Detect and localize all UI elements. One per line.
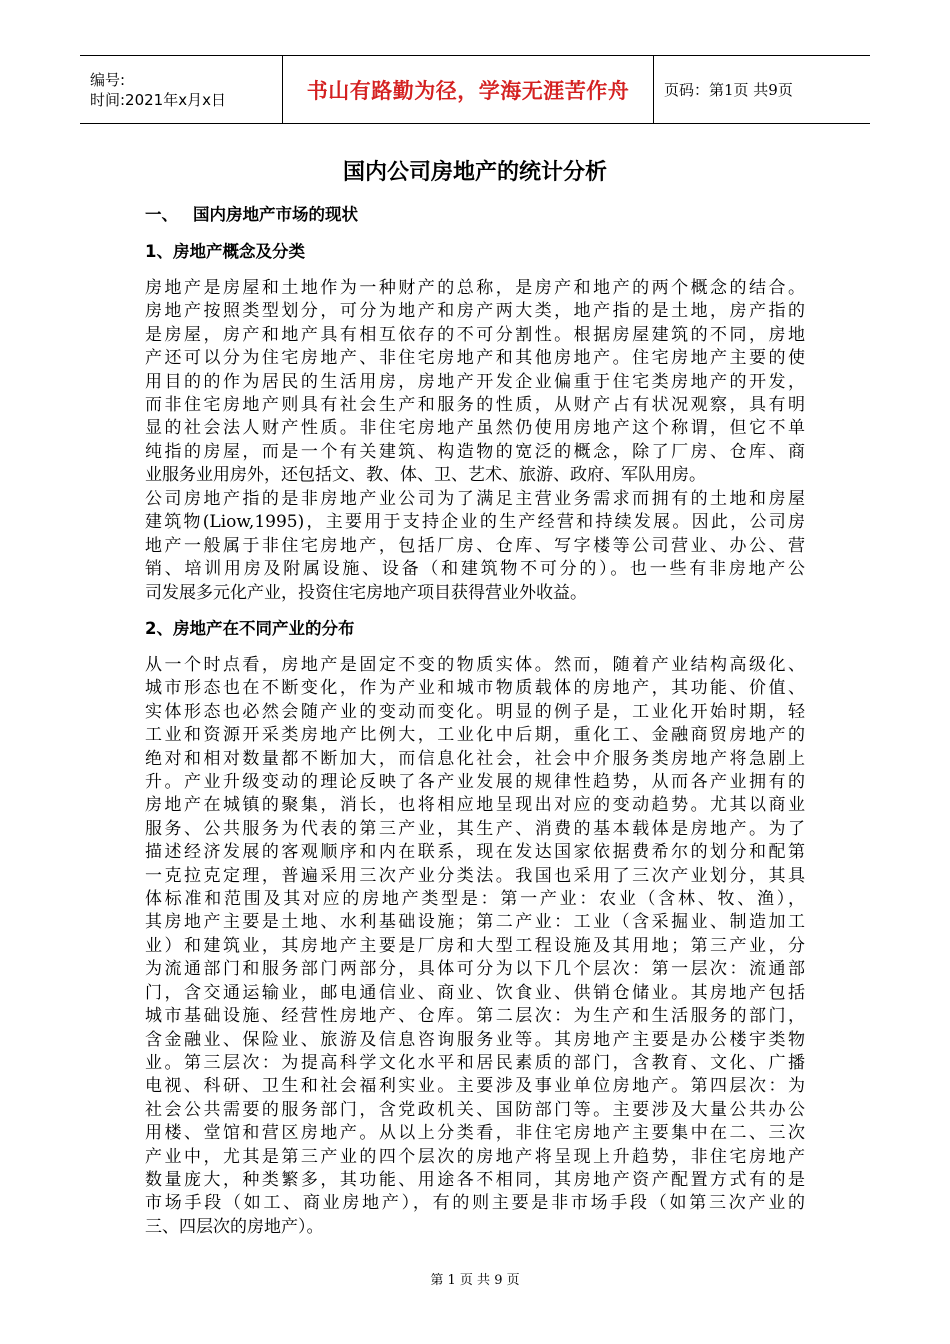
section-heading-1	[145, 203, 358, 227]
time-label: 时间:2021年x月x日	[90, 90, 226, 109]
paragraph-3	[145, 654, 805, 1239]
subsection-heading-2: 2、房地产在不同产业的分布	[145, 619, 355, 638]
text-line: 描述经济发展的客观顺序和内在联系，现在发达国家依据费希尔的划分和配第	[145, 842, 805, 863]
text-line: 为流通部门和服务部门两部分，具体可分为以下几个层次：第一层次：流通部	[145, 959, 805, 980]
text-line: 地产一般属于非住宅房地产，包括厂房、仓库、写字楼等公司营业、办公、营	[145, 535, 805, 556]
text-line: 市场手段（如工、商业房地产），有的则主要是非市场手段（如第三次产业的	[145, 1193, 805, 1214]
text-line: 数量庞大，种类繁多，其功能、用途各不相同，其房地产资产配置方式有的是	[145, 1169, 805, 1190]
text-line: 一克拉克定理，普遍采用三次产业分类法。我国也采用了三次产业划分，其具	[145, 865, 805, 886]
text-line: 业）和建筑业，其房地产主要是厂房和大型工程设施及其用地；第三产业，分	[145, 935, 805, 956]
text-line: 其房地产主要是土地、水利基础设施；第二产业：工业（含采掘业、制造加工	[145, 912, 805, 933]
text-line: 业服务业用房外，还包括文、教、体、卫、艺术、旅游、政府、军队用房。	[145, 465, 706, 486]
text-line: 而非住宅房地产则具有社会生产和服务的性质，从财产占有状况观察，具有明	[145, 395, 805, 416]
text-line: 销、培训用房及附属设施、设备（和建筑物不可分的）。也一些有非房地产公	[145, 559, 805, 580]
section-number: 一、	[145, 205, 178, 224]
paragraph-2	[145, 488, 805, 605]
header-page-code: 页码：第1页 共9页	[664, 81, 793, 99]
text-line: 电视、科研、卫生和社会福利实业。主要涉及事业单位房地产。第四层次：为	[145, 1076, 805, 1097]
text-line: 房地产是房屋和土地作为一种财产的总称，是房产和地产的两个概念的结合。	[145, 278, 805, 298]
text-line: 实体形态也必然会随产业的变动而变化。明显的例子是，工业化开始时期，轻	[145, 701, 805, 722]
text-line: 门，含交通运输业，邮电通信业、商业、饮食业、供销仓储业。其房地产包括	[145, 982, 805, 1003]
text-line: 服务、公共服务为代表的第三产业，其生产、消费的基本载体是房地产。为了	[145, 818, 805, 839]
page-footer: 第 1 页 共 9 页	[430, 1273, 520, 1288]
header-motto-cell	[283, 56, 654, 124]
text-line: 房地产按照类型划分，可分为地产和房产两大类，地产指的是土地，房产指的	[145, 301, 805, 322]
text-line: 用目的的作为居民的生活用房，房地产开发企业偏重于住宅类房地产的开发，	[145, 371, 805, 392]
text-line: 司发展多元化产业，投资住宅房地产项目获得营业外收益。	[145, 582, 587, 603]
text-line: 用楼、堂馆和营区房地产。从以上分类看，非住宅房地产主要集中在二、三次	[145, 1123, 805, 1144]
text-line: 公司房地产指的是非房地产业公司为了满足主营业务需求而拥有的土地和房屋	[145, 489, 805, 509]
text-line: 业。第三层次：为提高科学文化水平和居民素质的部门，含教育、文化、广播	[145, 1052, 805, 1073]
text-line: 建筑物(Liow,1995)，主要用于支持企业的生产经营和持续发展。因此，公司房	[145, 512, 805, 533]
text-line: 城市基础设施、经营性房地产、仓库。第二层次：为生产和生活服务的部门，	[145, 1006, 805, 1027]
text-line: 工业和资源开采类房地产比例大，工业化中后期，重化工、金融商贸房地产的	[145, 725, 805, 746]
text-line: 绝对和相对数量都不断加大，而信息化社会，社会中介服务类房地产将急剧上	[145, 748, 805, 769]
text-line: 升。产业升级变动的理论反映了各产业发展的规律性趋势，从而各产业拥有的	[145, 772, 805, 793]
document-title: 国内公司房地产的统计分析	[342, 160, 607, 185]
header-page-cell	[654, 56, 871, 124]
section-title: 国内房地产市场的现状	[193, 205, 358, 224]
text-line: 含金融业、保险业、旅游及信息咨询服务业等。其房地产主要是办公楼宇类物	[145, 1029, 805, 1050]
header-motto: 书山有路勤为径，学海无涯苦作舟	[306, 78, 630, 103]
text-line: 社会公共需要的服务部门，含党政机关、国防部门等。主要涉及大量公共办公	[145, 1099, 805, 1120]
text-line: 从一个时点看，房地产是固定不变的物质实体。然而，随着产业结构高级化、	[145, 655, 805, 675]
text-line: 是房屋，房产和地产具有相互依存的不可分割性。根据房屋建筑的不同，房地	[145, 324, 805, 345]
paragraph-1	[145, 277, 805, 488]
text-line: 城市形态也在不断变化，作为产业和城市物质载体的房地产，其功能、价值、	[145, 678, 805, 699]
text-line: 体标准和范围及其对应的房地产类型是：第一产业：农业（含林、牧、渔），	[145, 889, 805, 910]
text-line: 产业中，尤其是第三产业的四个层次的房地产将呈现上升趋势，非住宅房地产	[145, 1146, 805, 1167]
document-header	[80, 55, 870, 124]
text-line: 纯指的房屋，而是一个有关建筑、构造物的宽泛的概念，除了厂房、仓库、商	[145, 441, 805, 462]
text-line: 三、四层次的房地产）。	[145, 1216, 324, 1237]
header-meta-cell	[80, 56, 283, 124]
serial-label: 编号:	[90, 70, 126, 89]
subsection-heading-1: 1、房地产概念及分类	[145, 242, 305, 261]
text-line: 产还可以分为住宅房地产、非住宅房地产和其他房地产。住宅房地产主要的使	[145, 348, 805, 369]
text-line: 房地产在城镇的聚集，消长，也将相应地呈现出对应的变动趋势。尤其以商业	[145, 795, 805, 816]
text-line: 显的社会法人财产性质。非住宅房地产虽然仍使用房地产这个称谓，但它不单	[145, 418, 805, 439]
